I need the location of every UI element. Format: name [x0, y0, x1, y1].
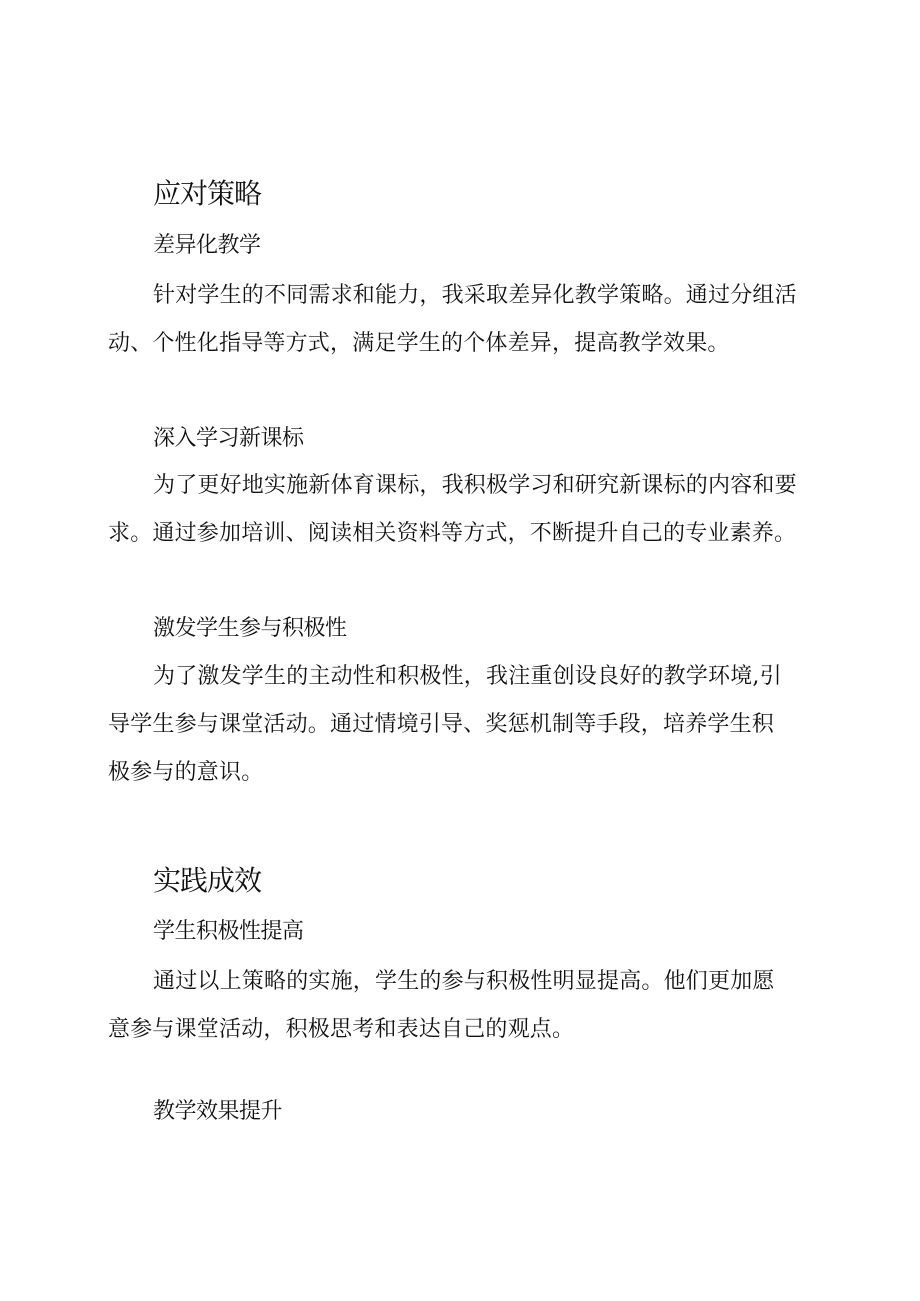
paragraph-line: 针对学生的不同需求和能力，我采取差异化教学策略。通过分组活 — [153, 283, 797, 308]
paragraph-line: 意参与课堂活动，积极思考和表达自己的观点。 — [108, 1017, 575, 1042]
subsection-heading-differentiated-teaching: 差异化教学 — [153, 233, 261, 258]
paragraph-line: 通过以上策略的实施，学生的参与积极性明显提高。他们更加愿 — [153, 969, 775, 994]
paragraph-line: 极参与的意识。 — [108, 760, 264, 785]
paragraph-line: 为了更好地实施新体育课标，我积极学习和研究新课标的内容和要 — [153, 473, 797, 498]
subsection-heading-student-engagement: 激发学生参与积极性 — [153, 616, 347, 641]
subsection-heading-motivation-improved: 学生积极性提高 — [153, 919, 304, 944]
paragraph-line: 求。通过参加培训、阅读相关资料等方式，不断提升自己的专业素养。 — [108, 521, 797, 546]
paragraph-line: 动、个性化指导等方式，满足学生的个体差异，提高教学效果。 — [108, 331, 730, 356]
paragraph-line: 导学生参与课堂活动。通过情境引导、奖惩机制等手段，培养学生积 — [108, 712, 775, 737]
section-title-strategies: 应对策略 — [153, 177, 262, 210]
paragraph-line: 为了激发学生的主动性和积极性，我注重创设良好的教学环境,引 — [153, 664, 782, 689]
section-title-results: 实践成效 — [153, 864, 262, 897]
subsection-heading-teaching-effect: 教学效果提升 — [153, 1099, 283, 1124]
subsection-heading-new-curriculum: 深入学习新课标 — [153, 426, 304, 451]
